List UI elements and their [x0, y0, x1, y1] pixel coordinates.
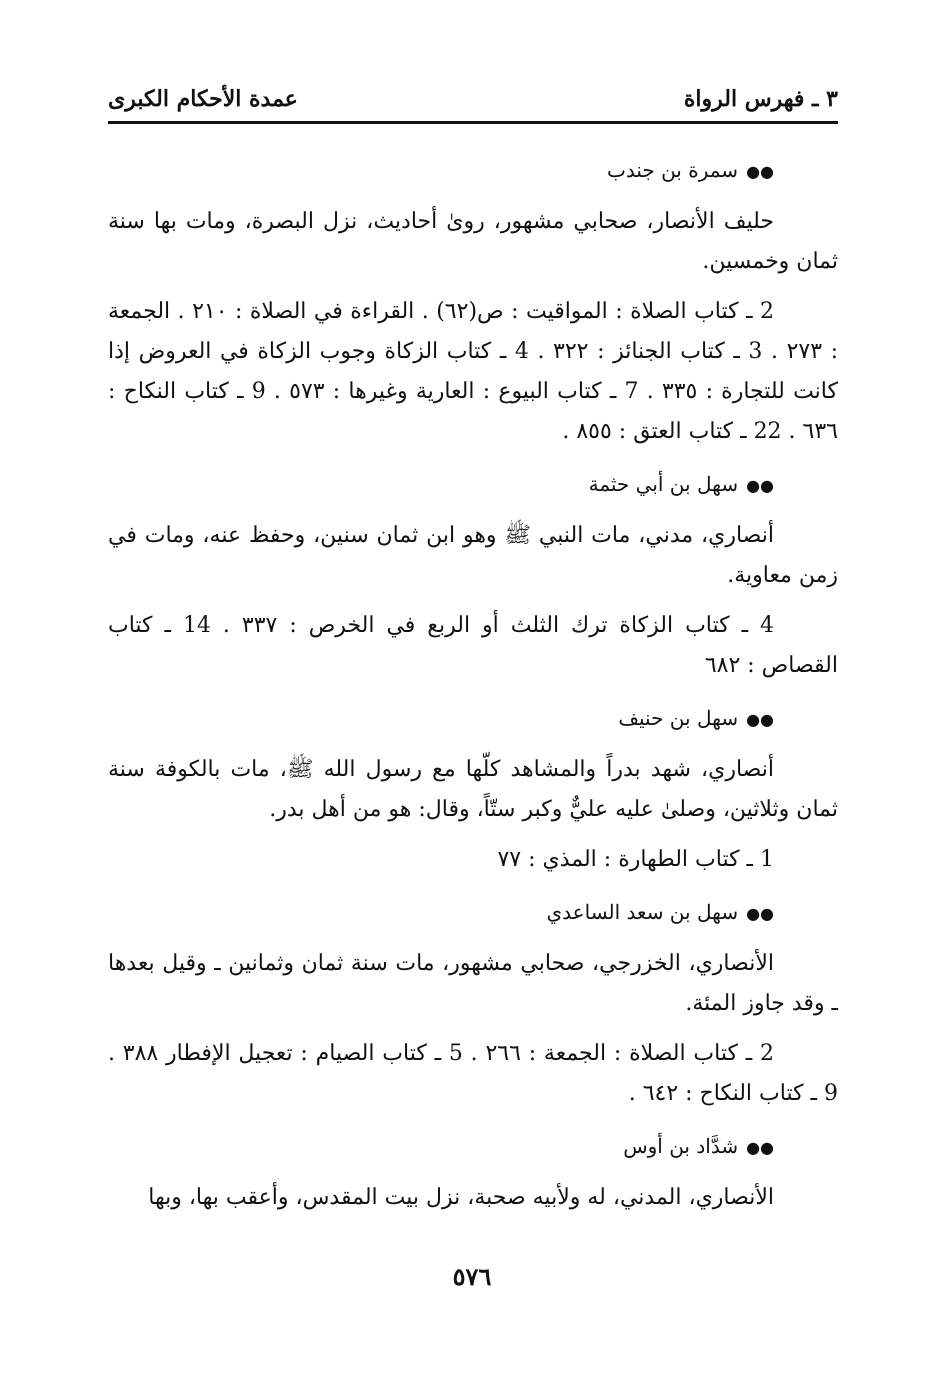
bullet-icon: ●●	[746, 476, 774, 495]
entry-sahl-ibn-hunayf	[108, 698, 838, 880]
narrator-name: سهل بن سعد الساعدي	[546, 900, 739, 924]
entry-title	[108, 698, 838, 740]
entry-title	[108, 150, 838, 192]
section-title: ٣ ـ فهرس الرواة	[683, 86, 838, 112]
book-title: عمدة الأحكام الكبرى	[108, 86, 298, 112]
entry-title	[108, 892, 838, 934]
narrator-bio: أنصاري، مدني، مات النبي ﷺ وهو ابن ثمان سنين، وحفظ عنه، ومات في زمن معاوية.	[108, 523, 838, 588]
entry-sahl-ibn-saad	[108, 892, 838, 1114]
narrator-name: شدَّاد بن أوس	[623, 1134, 739, 1158]
narrators-index	[108, 150, 838, 1228]
entry-sahl-ibn-abi-hathma	[108, 464, 838, 686]
narrator-bio: أنصاري، شهد بدراً والمشاهد كلّها مع رسول الله ﷺ، مات بالكوفة سنة ثمان وثلاثين، وصلىٰ عليه عليٌّ وكبر ستّاً، وقال: هو من أهل بدر.	[108, 757, 838, 822]
narrator-bio: الأنصاري، المدني، له ولأبيه صحبة، نزل بيت المقدس، وأعقب بها، وبها	[148, 1185, 774, 1210]
entry-title	[108, 464, 838, 506]
hadith-references: 4 ـ كتاب الزكاة ترك الثلث أو الربع في الخرص : ٣٣٧ . 14 ـ كتاب القصاص : ٦٨٢	[108, 613, 838, 678]
entry-samura-ibn-jundab	[108, 150, 838, 452]
bullet-icon: ●●	[746, 1138, 774, 1157]
narrator-name: سمرة بن جندب	[607, 158, 739, 182]
hadith-references: 1 ـ كتاب الطهارة : المذي : ٧٧	[497, 847, 774, 872]
entry-shaddad-ibn-aws	[108, 1126, 838, 1218]
running-header	[108, 80, 838, 124]
hadith-references: 2 ـ كتاب الصلاة : المواقيت : ص(٦٢) . القراءة في الصلاة : ٢١٠ . الجمعة : ٢٧٣ . 3 ـ كتاب الجنائز : ٣٢٢ . 4 ـ كتاب الزكاة وجوب الزكاة في العروض إذا كانت للتجارة : ٣٣٥ . 7 ـ كتاب البيوع : العارية وغيرها : ٥٧٣ . 9 ـ كتاب النكاح : ٦٣٦ . 22 ـ كتاب العتق : ٨٥٥ .	[108, 299, 839, 444]
entry-title	[108, 1126, 838, 1168]
narrator-bio: الأنصاري، الخزرجي، صحابي مشهور، مات سنة ثمان وثمانين ـ وقيل بعدها ـ وقد جاوز المئة.	[108, 951, 838, 1016]
narrator-bio: حليف الأنصار، صحابي مشهور، روىٰ أحاديث، نزل البصرة، ومات بها سنة ثمان وخمسين.	[108, 209, 838, 274]
header-rule	[108, 121, 838, 124]
bullet-icon: ●●	[746, 162, 774, 181]
bullet-icon: ●●	[746, 904, 774, 923]
page-number: ٥٧٦	[452, 1262, 492, 1291]
narrator-name: سهل بن أبي حثمة	[588, 472, 739, 496]
hadith-references: 2 ـ كتاب الصلاة : الجمعة : ٢٦٦ . 5 ـ كتاب الصيام : تعجيل الإفطار ٣٨٨ . 9 ـ كتاب النكاح : ٦٤٢ .	[108, 1041, 838, 1106]
narrator-name: سهل بن حنيف	[618, 706, 739, 730]
bullet-icon: ●●	[746, 710, 774, 729]
